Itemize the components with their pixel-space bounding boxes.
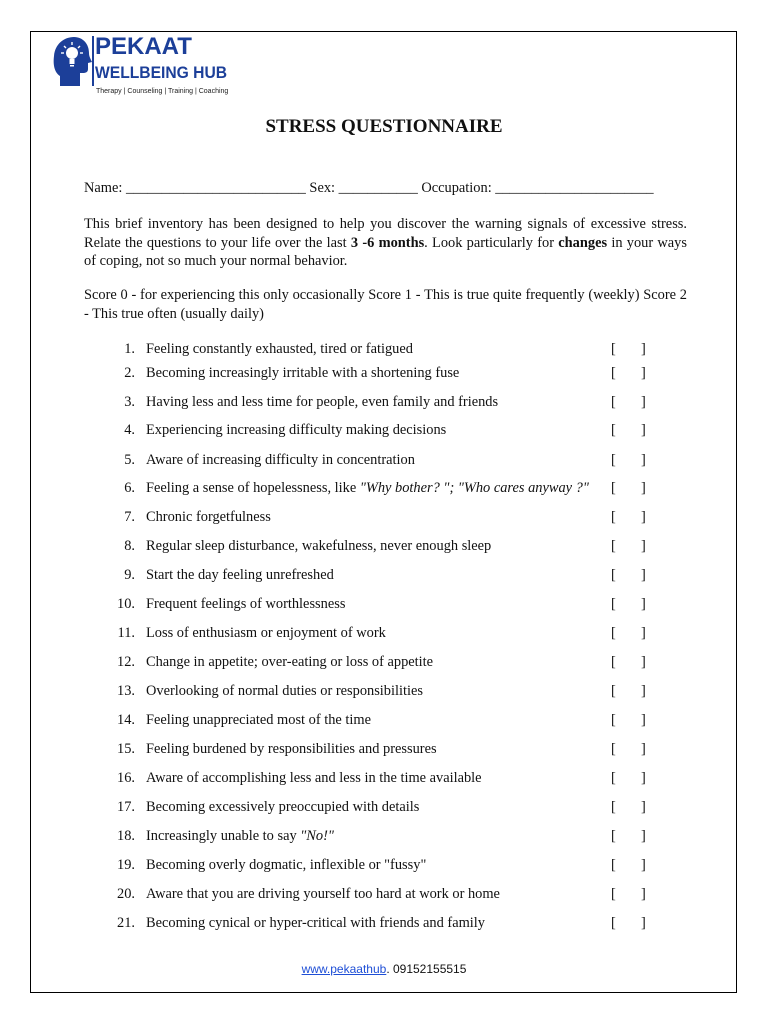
item-text (146, 797, 419, 817)
logo-tagline: Therapy | Counseling | Training | Coaching (96, 88, 229, 95)
list-item (0, 913, 768, 933)
score-input[interactable] (611, 913, 649, 933)
close-bracket: ] (641, 683, 646, 699)
item-text (146, 450, 415, 470)
open-bracket: [ (611, 365, 616, 381)
list-item (0, 797, 768, 817)
item-statement: Becoming cynical or hyper-critical with friends and family (146, 915, 485, 931)
intro-text-2: . Look particularly for (424, 234, 559, 251)
item-statement: Feeling burdened by responsibilities and pressures (146, 741, 437, 757)
close-bracket: ] (641, 567, 646, 583)
open-bracket: [ (611, 915, 616, 931)
list-item (0, 652, 768, 672)
item-statement: Start the day feeling unrefreshed (146, 567, 334, 583)
close-bracket: ] (641, 886, 646, 902)
close-bracket: ] (641, 452, 646, 468)
score-input[interactable] (611, 507, 649, 527)
list-item (0, 339, 768, 359)
item-number: 11. (117, 625, 135, 641)
item-statement: Becoming increasingly irritable with a shortening fuse (146, 365, 460, 381)
item-number: 18. (117, 828, 135, 844)
close-bracket: ] (641, 857, 646, 873)
open-bracket: [ (611, 538, 616, 554)
item-statement: Feeling unappreciated most of the time (146, 712, 371, 728)
open-bracket: [ (611, 770, 616, 786)
open-bracket: [ (611, 596, 616, 612)
score-input[interactable] (611, 565, 649, 585)
intro-text-1: This brief inventory has been designed to help you discover the warning signals of excessive stress. Relate the questions to your life over the last (84, 216, 687, 251)
item-number: 1. (124, 341, 135, 357)
item-number: 15. (117, 741, 135, 757)
list-item (0, 768, 768, 788)
intro-emphasis-period: 3 -6 months (350, 234, 425, 251)
item-number: 13. (117, 683, 135, 699)
item-number: 8. (124, 538, 135, 554)
item-statement: Chronic forgetfulness (146, 509, 271, 525)
item-quote: "No!" (300, 828, 334, 844)
open-bracket: [ (611, 799, 616, 815)
item-text (146, 768, 482, 788)
list-item (0, 594, 768, 614)
score-input[interactable] (611, 797, 649, 817)
item-text (146, 710, 371, 730)
item-statement: Feeling constantly exhausted, tired or fatigued (146, 341, 413, 357)
item-statement: Becoming overly dogmatic, inflexible or "fussy" (146, 857, 427, 873)
close-bracket: ] (641, 365, 646, 381)
score-input[interactable] (611, 478, 649, 498)
score-input[interactable] (611, 710, 649, 730)
item-text (146, 536, 491, 556)
item-text (146, 565, 334, 585)
footer-phone: . 09152155515 (386, 962, 467, 976)
list-item (0, 478, 768, 498)
list-item (0, 623, 768, 643)
list-item (0, 363, 768, 383)
intro-emphasis-changes: changes (558, 234, 608, 251)
item-text (146, 507, 271, 527)
item-text (146, 363, 459, 383)
open-bracket: [ (611, 625, 616, 641)
list-item (0, 536, 768, 556)
open-bracket: [ (611, 422, 616, 438)
close-bracket: ] (641, 341, 646, 357)
item-statement: Increasingly unable to say (146, 828, 301, 844)
item-number: 4. (124, 422, 135, 438)
item-statement: Overlooking of normal duties or responsibilities (146, 683, 423, 699)
score-input[interactable] (611, 652, 649, 672)
pekaat-logo (52, 34, 232, 100)
item-text (146, 339, 413, 359)
open-bracket: [ (611, 480, 616, 496)
item-statement: Feeling a sense of hopelessness, like (146, 480, 360, 496)
item-text (146, 652, 433, 672)
item-text (146, 392, 498, 412)
open-bracket: [ (611, 683, 616, 699)
open-bracket: [ (611, 509, 616, 525)
website-link[interactable]: www.pekaathub (301, 962, 387, 976)
close-bracket: ] (641, 422, 646, 438)
item-text (146, 420, 446, 440)
score-input[interactable] (611, 884, 649, 904)
logo-name: PEKAAT (95, 33, 192, 60)
item-number: 16. (117, 770, 135, 786)
list-item (0, 565, 768, 585)
close-bracket: ] (641, 394, 646, 410)
close-bracket: ] (641, 799, 646, 815)
open-bracket: [ (611, 712, 616, 728)
logo-divider (92, 36, 94, 86)
score-input[interactable] (611, 450, 649, 470)
item-text (146, 739, 437, 759)
intro-paragraph (84, 215, 687, 271)
close-bracket: ] (641, 625, 646, 641)
item-statement: Change in appetite; over-eating or loss of appetite (146, 654, 434, 670)
item-text (146, 913, 485, 933)
logo-subtitle: WELLBEING HUB (95, 63, 228, 82)
close-bracket: ] (641, 828, 646, 844)
score-input[interactable] (611, 339, 649, 359)
item-text (146, 594, 345, 614)
open-bracket: [ (611, 341, 616, 357)
item-statement: Becoming excessively preoccupied with details (146, 799, 420, 815)
open-bracket: [ (611, 857, 616, 873)
item-number: 20. (117, 886, 135, 902)
list-item (0, 739, 768, 759)
item-number: 9. (124, 567, 135, 583)
score-input[interactable] (611, 623, 649, 643)
item-number: 19. (117, 857, 135, 873)
close-bracket: ] (641, 712, 646, 728)
item-number: 17. (117, 799, 135, 815)
item-text (146, 826, 334, 846)
item-text (146, 681, 423, 701)
open-bracket: [ (611, 741, 616, 757)
item-statement: Aware of accomplishing less and less in the time available (146, 770, 482, 786)
open-bracket: [ (611, 654, 616, 670)
item-statement: Aware that you are driving yourself too hard at work or home (146, 886, 500, 902)
item-number: 21. (117, 915, 135, 931)
item-number: 6. (124, 480, 135, 496)
item-text (146, 478, 589, 498)
score-input[interactable] (611, 768, 649, 788)
item-statement: Experiencing increasing difficulty making decisions (146, 422, 447, 438)
open-bracket: [ (611, 394, 616, 410)
close-bracket: ] (641, 538, 646, 554)
list-item (0, 826, 768, 846)
score-input[interactable] (611, 363, 649, 383)
close-bracket: ] (641, 770, 646, 786)
scoring-instructions: Score 0 - for experiencing this only occasionally Score 1 - This is true quite frequently (weekly) Score 2 - This true often (usually daily) (84, 287, 687, 322)
item-statement: Having less and less time for people, even family and friends (146, 394, 499, 410)
item-number: 5. (124, 452, 135, 468)
score-input[interactable] (611, 855, 649, 875)
item-number: 10. (117, 596, 135, 612)
close-bracket: ] (641, 480, 646, 496)
close-bracket: ] (641, 596, 646, 612)
item-statement: Aware of increasing difficulty in concentration (146, 452, 415, 468)
list-item (0, 681, 768, 701)
page-title: STRESS QUESTIONNAIRE (265, 116, 503, 137)
list-item (0, 507, 768, 527)
score-input[interactable] (611, 420, 649, 440)
open-bracket: [ (611, 567, 616, 583)
list-item (0, 855, 768, 875)
close-bracket: ] (641, 509, 646, 525)
item-number: 14. (117, 712, 135, 728)
score-input[interactable] (611, 536, 649, 556)
score-input[interactable] (611, 392, 649, 412)
close-bracket: ] (641, 915, 646, 931)
personal-details-fields[interactable]: Name: _________________________ Sex: ___________ Occupation: ______________________ (84, 180, 654, 196)
score-input[interactable] (611, 681, 649, 701)
list-item (0, 710, 768, 730)
score-input[interactable] (611, 826, 649, 846)
list-item (0, 884, 768, 904)
item-text (146, 623, 386, 643)
list-item (0, 392, 768, 412)
item-text (146, 855, 426, 875)
item-number: 2. (124, 365, 135, 381)
score-input[interactable] (611, 739, 649, 759)
item-statement: Regular sleep disturbance, wakefulness, never enough sleep (146, 538, 492, 554)
item-number: 7. (124, 509, 135, 525)
open-bracket: [ (611, 886, 616, 902)
item-text (146, 884, 500, 904)
list-item (0, 420, 768, 440)
item-statement: Frequent feelings of worthlessness (146, 596, 346, 612)
item-number: 12. (117, 654, 135, 670)
open-bracket: [ (611, 828, 616, 844)
close-bracket: ] (641, 741, 646, 757)
list-item (0, 450, 768, 470)
item-statement: Loss of enthusiasm or enjoyment of work (146, 625, 386, 641)
intro-text-3: in your ways of coping, not so much your normal behavior. (84, 234, 687, 269)
open-bracket: [ (611, 452, 616, 468)
item-quote: "Why bother? "; "Who cares anyway ?" (359, 480, 589, 496)
score-input[interactable] (611, 594, 649, 614)
close-bracket: ] (641, 654, 646, 670)
footer (0, 961, 768, 977)
item-number: 3. (124, 394, 135, 410)
head-lightbulb-icon (52, 34, 92, 90)
